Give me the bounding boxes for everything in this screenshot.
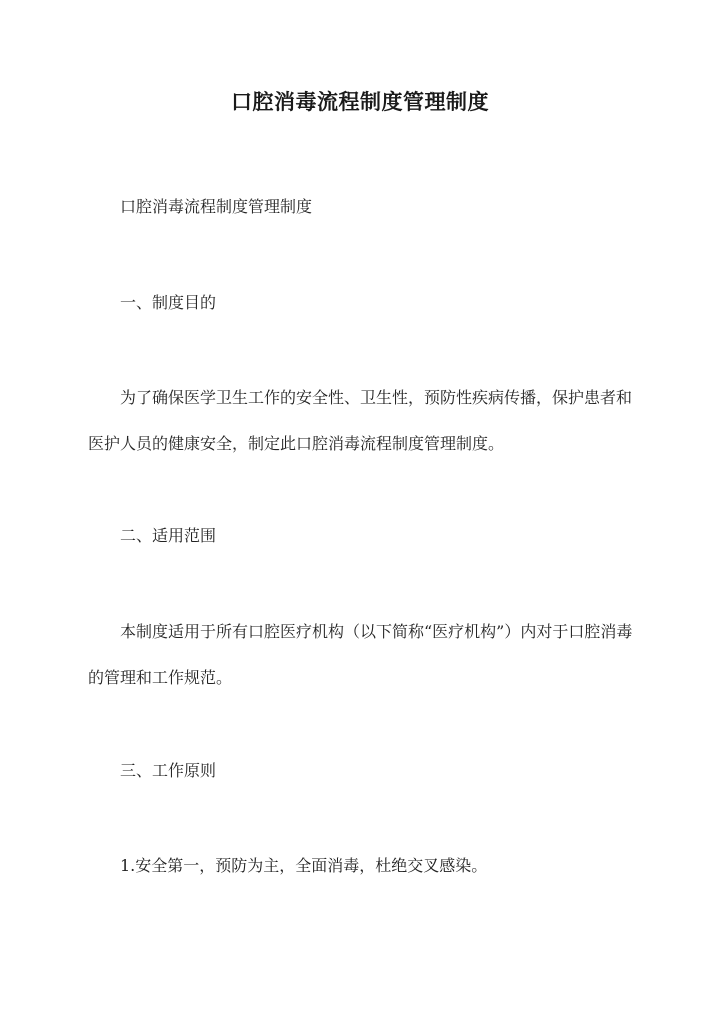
section-body-purpose: 为了确保医学卫生工作的安全性、卫生性，预防性疾病传播，保护患者和医护人员的健康安全，制定此口腔消毒流程制度管理制度。 (88, 388, 633, 453)
section-body-principles: 1.安全第一，预防为主，全面消毒，杜绝交叉感染。 (120, 856, 488, 875)
document-subtitle: 口腔消毒流程制度管理制度 (120, 197, 313, 216)
section-heading-principles: 三、工作原则 (120, 761, 217, 780)
section-heading-scope: 二、适用范围 (120, 526, 217, 545)
document-title: 口腔消毒流程制度管理制度 (231, 89, 489, 114)
section-body-scope: 本制度适用于所有口腔医疗机构（以下简称“医疗机构”）内对于口腔消毒的管理和工作规范。 (88, 622, 633, 687)
section-heading-purpose: 一、制度目的 (120, 293, 217, 312)
